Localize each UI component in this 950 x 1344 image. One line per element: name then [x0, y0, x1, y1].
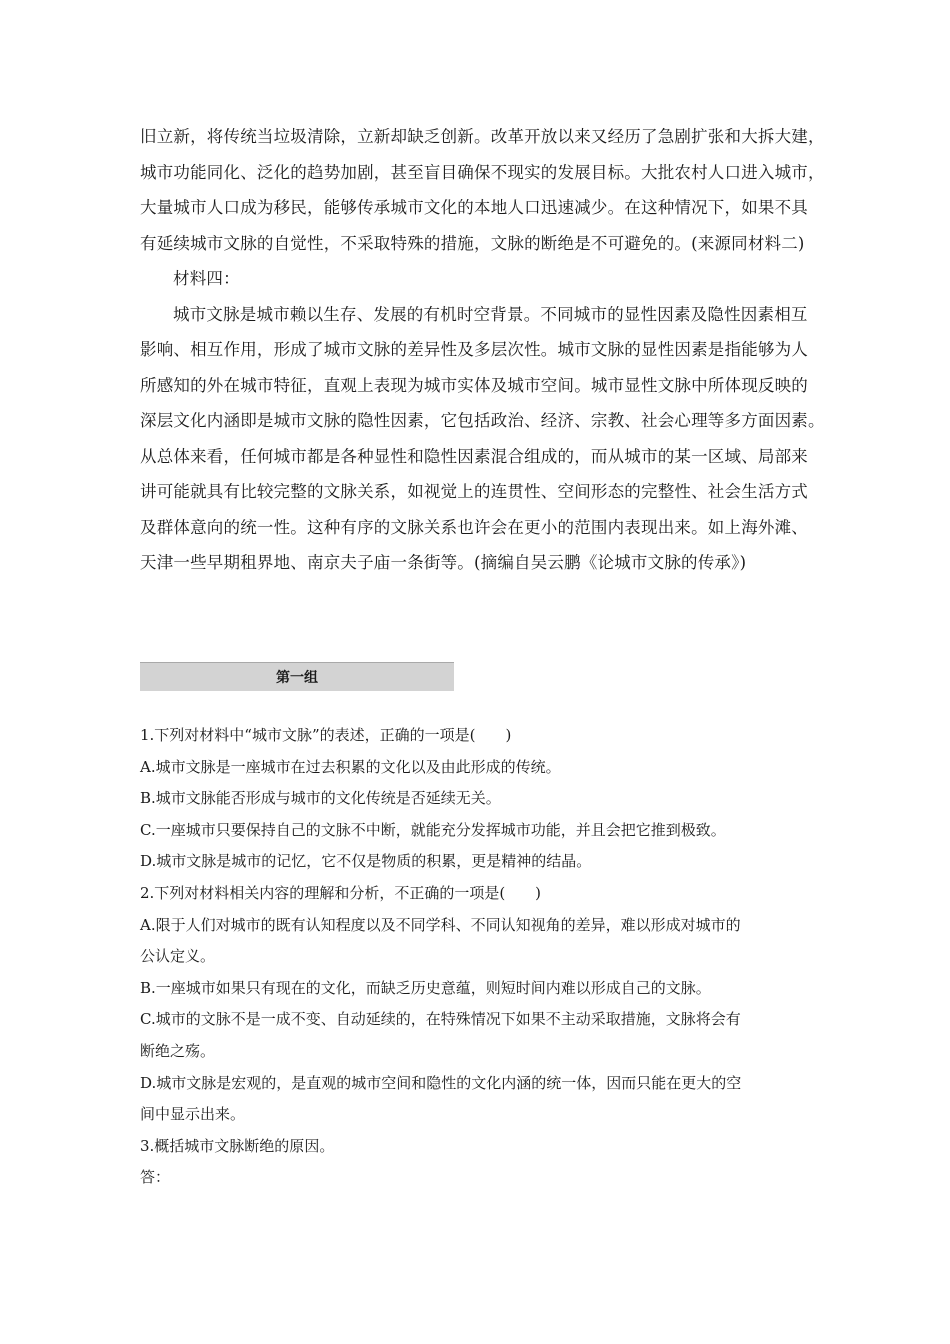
question-list [140, 720, 820, 1194]
passage-line: 深层文化内涵即是城市文脉的隐性因素，它包括政治、经济、宗教、社会心理等多方面因素。 [140, 411, 825, 430]
passage-line: 从总体来看，任何城市都是各种显性和隐性因素混合组成的，而从城市的某一区域、局部来 [140, 446, 808, 466]
option-2a-cont: 公认定义。 [140, 947, 216, 966]
passage-line: 有延续城市文脉的自觉性，不采取特殊的措施，文脉的断绝是不可避免的。(来源同材料二) [140, 233, 805, 253]
option-1d: D.城市文脉是城市的记忆，它不仅是物质的积累，更是精神的结晶。 [140, 852, 592, 871]
option-1c: C.一座城市只要保持自己的文脉不中断，就能充分发挥城市功能，并且会把它推到极致。 [140, 820, 726, 839]
answer-label: 答： [140, 1168, 171, 1187]
option-2b: B.一座城市如果只有现在的文化，而缺乏历史意蕴，则短时间内难以形成自己的文脉。 [140, 978, 711, 997]
passage-line: 及群体意向的统一性。这种有序的文脉关系也许会在更小的范围内表现出来。如上海外滩、 [140, 517, 808, 537]
passage-line: 大量城市人口成为移民，能够传承城市文化的本地人口迅速减少。在这种情况下，如果不具 [140, 198, 808, 217]
question-stem-3: 3.概括城市文脉断绝的原因。 [140, 1136, 335, 1155]
section-title-bar [140, 662, 454, 691]
passage-line: 城市文脉是城市赖以生存、发展的有机时空背景。不同城市的显性因素及隐性因素相互 [173, 304, 808, 324]
passage-continuation [140, 119, 825, 581]
option-2c-cont: 断绝之殇。 [140, 1041, 216, 1060]
option-2a: A.限于人们对城市的既有认知程度以及不同学科、不同认知视角的差异，难以形成对城市的 [140, 915, 741, 934]
option-1b: B.城市文脉能否形成与城市的文化传统是否延续无关。 [140, 789, 501, 808]
section-title: 第一组 [276, 670, 318, 686]
material4-heading: 材料四： [173, 269, 240, 288]
option-2c: C.城市的文脉不是一成不变、自动延续的，在特殊情况下如果不主动采取措施，文脉将会有 [140, 1010, 741, 1029]
question-stem-2: 2.下列对材料相关内容的理解和分析，不正确的一项是( ) [140, 883, 542, 902]
question-stem-1: 1.下列对材料中“城市文脉”的表述，正确的一项是( ) [140, 726, 512, 744]
passage-line: 所感知的外在城市特征，直观上表现为城市实体及城市空间。城市显性文脉中所体现反映的 [140, 375, 808, 395]
option-2d: D.城市文脉是宏观的，是直观的城市空间和隐性的文化内涵的统一体，因而只能在更大的空 [140, 1073, 742, 1092]
passage-line: 天津一些早期租界地、南京夫子庙一条街等。(摘编自吴云鹏《论城市文脉的传承》) [140, 553, 747, 572]
passage-line: 城市功能同化、泛化的趋势加剧，甚至盲目确保不现实的发展目标。大批农村人口进入城市， [140, 162, 825, 182]
option-1a: A.城市文脉是一座城市在过去积累的文化以及由此形成的传统。 [140, 757, 561, 776]
passage-line: 讲可能就具有比较完整的文脉关系，如视觉上的连贯性、空间形态的完整性、社会生活方式 [140, 482, 808, 501]
passage-line: 旧立新，将传统当垃圾清除，立新却缺乏创新。改革开放以来又经历了急剧扩张和大拆大建， [140, 127, 825, 146]
passage-line: 影响、相互作用，形成了城市文脉的差异性及多层次性。城市文脉的显性因素是指能够为人 [140, 340, 808, 359]
option-2d-cont: 间中显示出来。 [140, 1105, 246, 1124]
